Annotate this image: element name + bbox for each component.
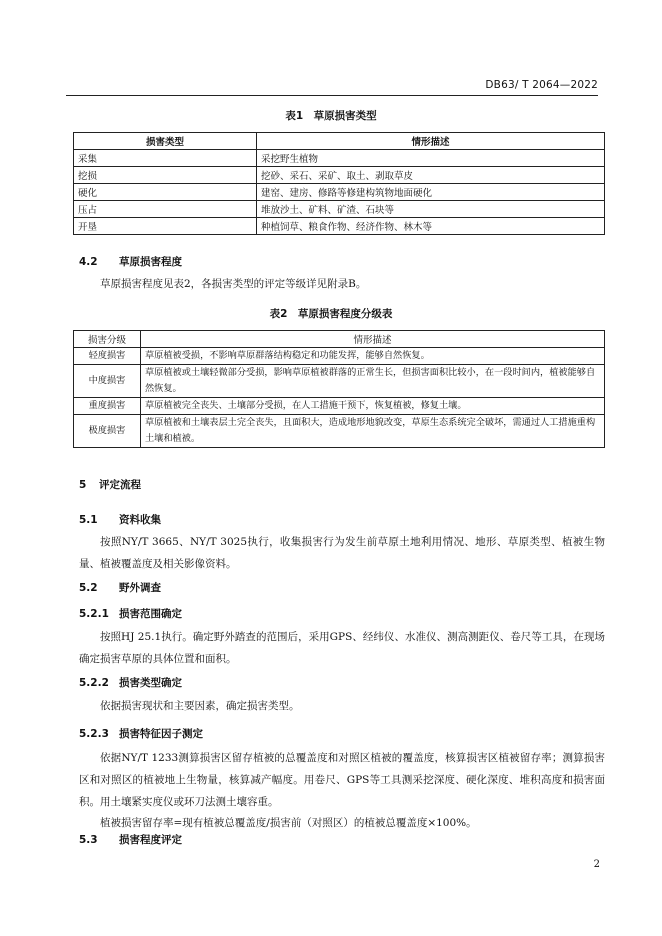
page-number: 2 xyxy=(593,859,600,870)
section-number: 5.2.2 xyxy=(79,677,109,689)
section-heading xyxy=(79,832,182,847)
table-row xyxy=(74,398,605,415)
formula-paragraph: 植被损害留存率=现有植被总覆盖度/损害前（对照区）的植被总覆盖度×100%。 xyxy=(100,817,477,829)
table-cell: 开垦 xyxy=(74,218,257,235)
section-number: 5.3 xyxy=(79,834,98,846)
section-title: 损害范围确定 xyxy=(119,608,182,620)
table-cell: 草原植被完全丧失、土壤部分受损，在人工措施干预下，恢复植被，修复土壤。 xyxy=(141,398,605,415)
section-number: 5.1 xyxy=(79,514,98,526)
section-title: 损害特征因子测定 xyxy=(119,728,203,740)
table-cell: 堆放沙土、矿料、矿渣、石块等 xyxy=(257,201,605,218)
table-cell: 挖损 xyxy=(74,167,257,184)
table-cell: 硬化 xyxy=(74,184,257,201)
table-row xyxy=(74,184,605,201)
table-cell: 轻度损害 xyxy=(74,348,141,365)
paragraph: 草原损害程度见表2，各损害类型的评定等级详见附录B。 xyxy=(100,278,367,290)
table-cell: 采挖野生植物 xyxy=(257,150,605,167)
table-cell: 重度损害 xyxy=(74,398,141,415)
section-title: 损害类型确定 xyxy=(119,677,182,689)
damage-degree-table xyxy=(73,330,605,448)
section-title: 野外调查 xyxy=(119,582,161,594)
table-row xyxy=(74,218,605,235)
section-heading xyxy=(79,675,182,690)
table-cell: 极度损害 xyxy=(74,415,141,448)
table2-caption: 表2 草原损害程度分级表 xyxy=(269,308,393,320)
table-row xyxy=(74,167,605,184)
table-header-row xyxy=(74,331,605,348)
section-number: 5.2.1 xyxy=(79,608,109,620)
column-header: 情形描述 xyxy=(257,133,605,150)
section-title: 草原损害程度 xyxy=(119,256,182,268)
section-title: 资料收集 xyxy=(119,514,161,526)
table-cell: 种植饲草、粮食作物、经济作物、林木等 xyxy=(257,218,605,235)
paragraph: 依据NY/T 1233测算损害区留存植被的总覆盖度和对照区植被的覆盖度，核算损害区植被留存率；测算损害区和对照区的植被地上生物量，核算减产幅度。用卷尺、GPS等工具测采挖深度、硬化深度、堆积高度和损害面积。用土壤紧实度仪或环刀法测土壤容重。 xyxy=(79,752,605,808)
column-header: 损害分级 xyxy=(74,331,141,348)
table-cell: 草原植被受损，不影响草原群落结构稳定和功能发挥，能够自然恢复。 xyxy=(141,348,605,365)
paragraph: 依据损害现状和主要因素，确定损害类型。 xyxy=(100,700,300,712)
section-title: 评定流程 xyxy=(99,479,141,491)
section-heading xyxy=(79,580,161,595)
section-number: 5.2.3 xyxy=(79,728,109,740)
column-header: 情形描述 xyxy=(141,331,605,348)
table-header-row xyxy=(74,133,605,150)
document-id: DB63/ T 2064—2022 xyxy=(485,79,598,91)
section-heading xyxy=(79,477,141,492)
section-heading xyxy=(79,512,161,527)
section-heading xyxy=(79,254,182,269)
section-number: 5 xyxy=(79,479,87,491)
damage-type-table xyxy=(73,132,605,235)
table1-caption: 表1 草原损害类型 xyxy=(285,110,377,122)
section-number: 5.2 xyxy=(79,582,98,594)
header-rule xyxy=(66,95,598,96)
table-cell: 压占 xyxy=(74,201,257,218)
column-header: 损害类型 xyxy=(74,133,257,150)
table-row xyxy=(74,348,605,365)
section-number: 4.2 xyxy=(79,256,98,268)
table-row xyxy=(74,150,605,167)
table-row xyxy=(74,201,605,218)
section-heading xyxy=(79,606,182,621)
section-heading xyxy=(79,726,203,741)
table-cell: 草原植被或土壤轻微部分受损，影响草原植被群落的正常生长，但损害面积比较小，在一段时间内，植被能够自然恢复。 xyxy=(141,365,605,398)
section-title: 损害程度评定 xyxy=(119,834,182,846)
table-cell: 建窑、建房、修路等修建构筑物地面硬化 xyxy=(257,184,605,201)
table-cell: 采集 xyxy=(74,150,257,167)
paragraph: 按照HJ 25.1执行。确定野外踏查的范围后，采用GPS、经纬仪、水准仪、测高测距仪、卷尺等工具，在现场确定损害草原的具体位置和面积。 xyxy=(79,631,605,665)
table-cell: 草原植被和土壤表层土完全丧失，且面积大，造成地形地貌改变，草原生态系统完全破坏，需通过人工措施重构土壤和植被。 xyxy=(141,415,605,448)
table-row xyxy=(74,365,605,398)
table-cell: 中度损害 xyxy=(74,365,141,398)
table-row xyxy=(74,415,605,448)
table-cell: 挖砂、采石、采矿、取土、剥取草皮 xyxy=(257,167,605,184)
paragraph: 按照NY/T 3665、NY/T 3025执行，收集损害行为发生前草原土地利用情况、地形、草原类型、植被生物量、植被覆盖度及相关影像资料。 xyxy=(79,536,605,570)
